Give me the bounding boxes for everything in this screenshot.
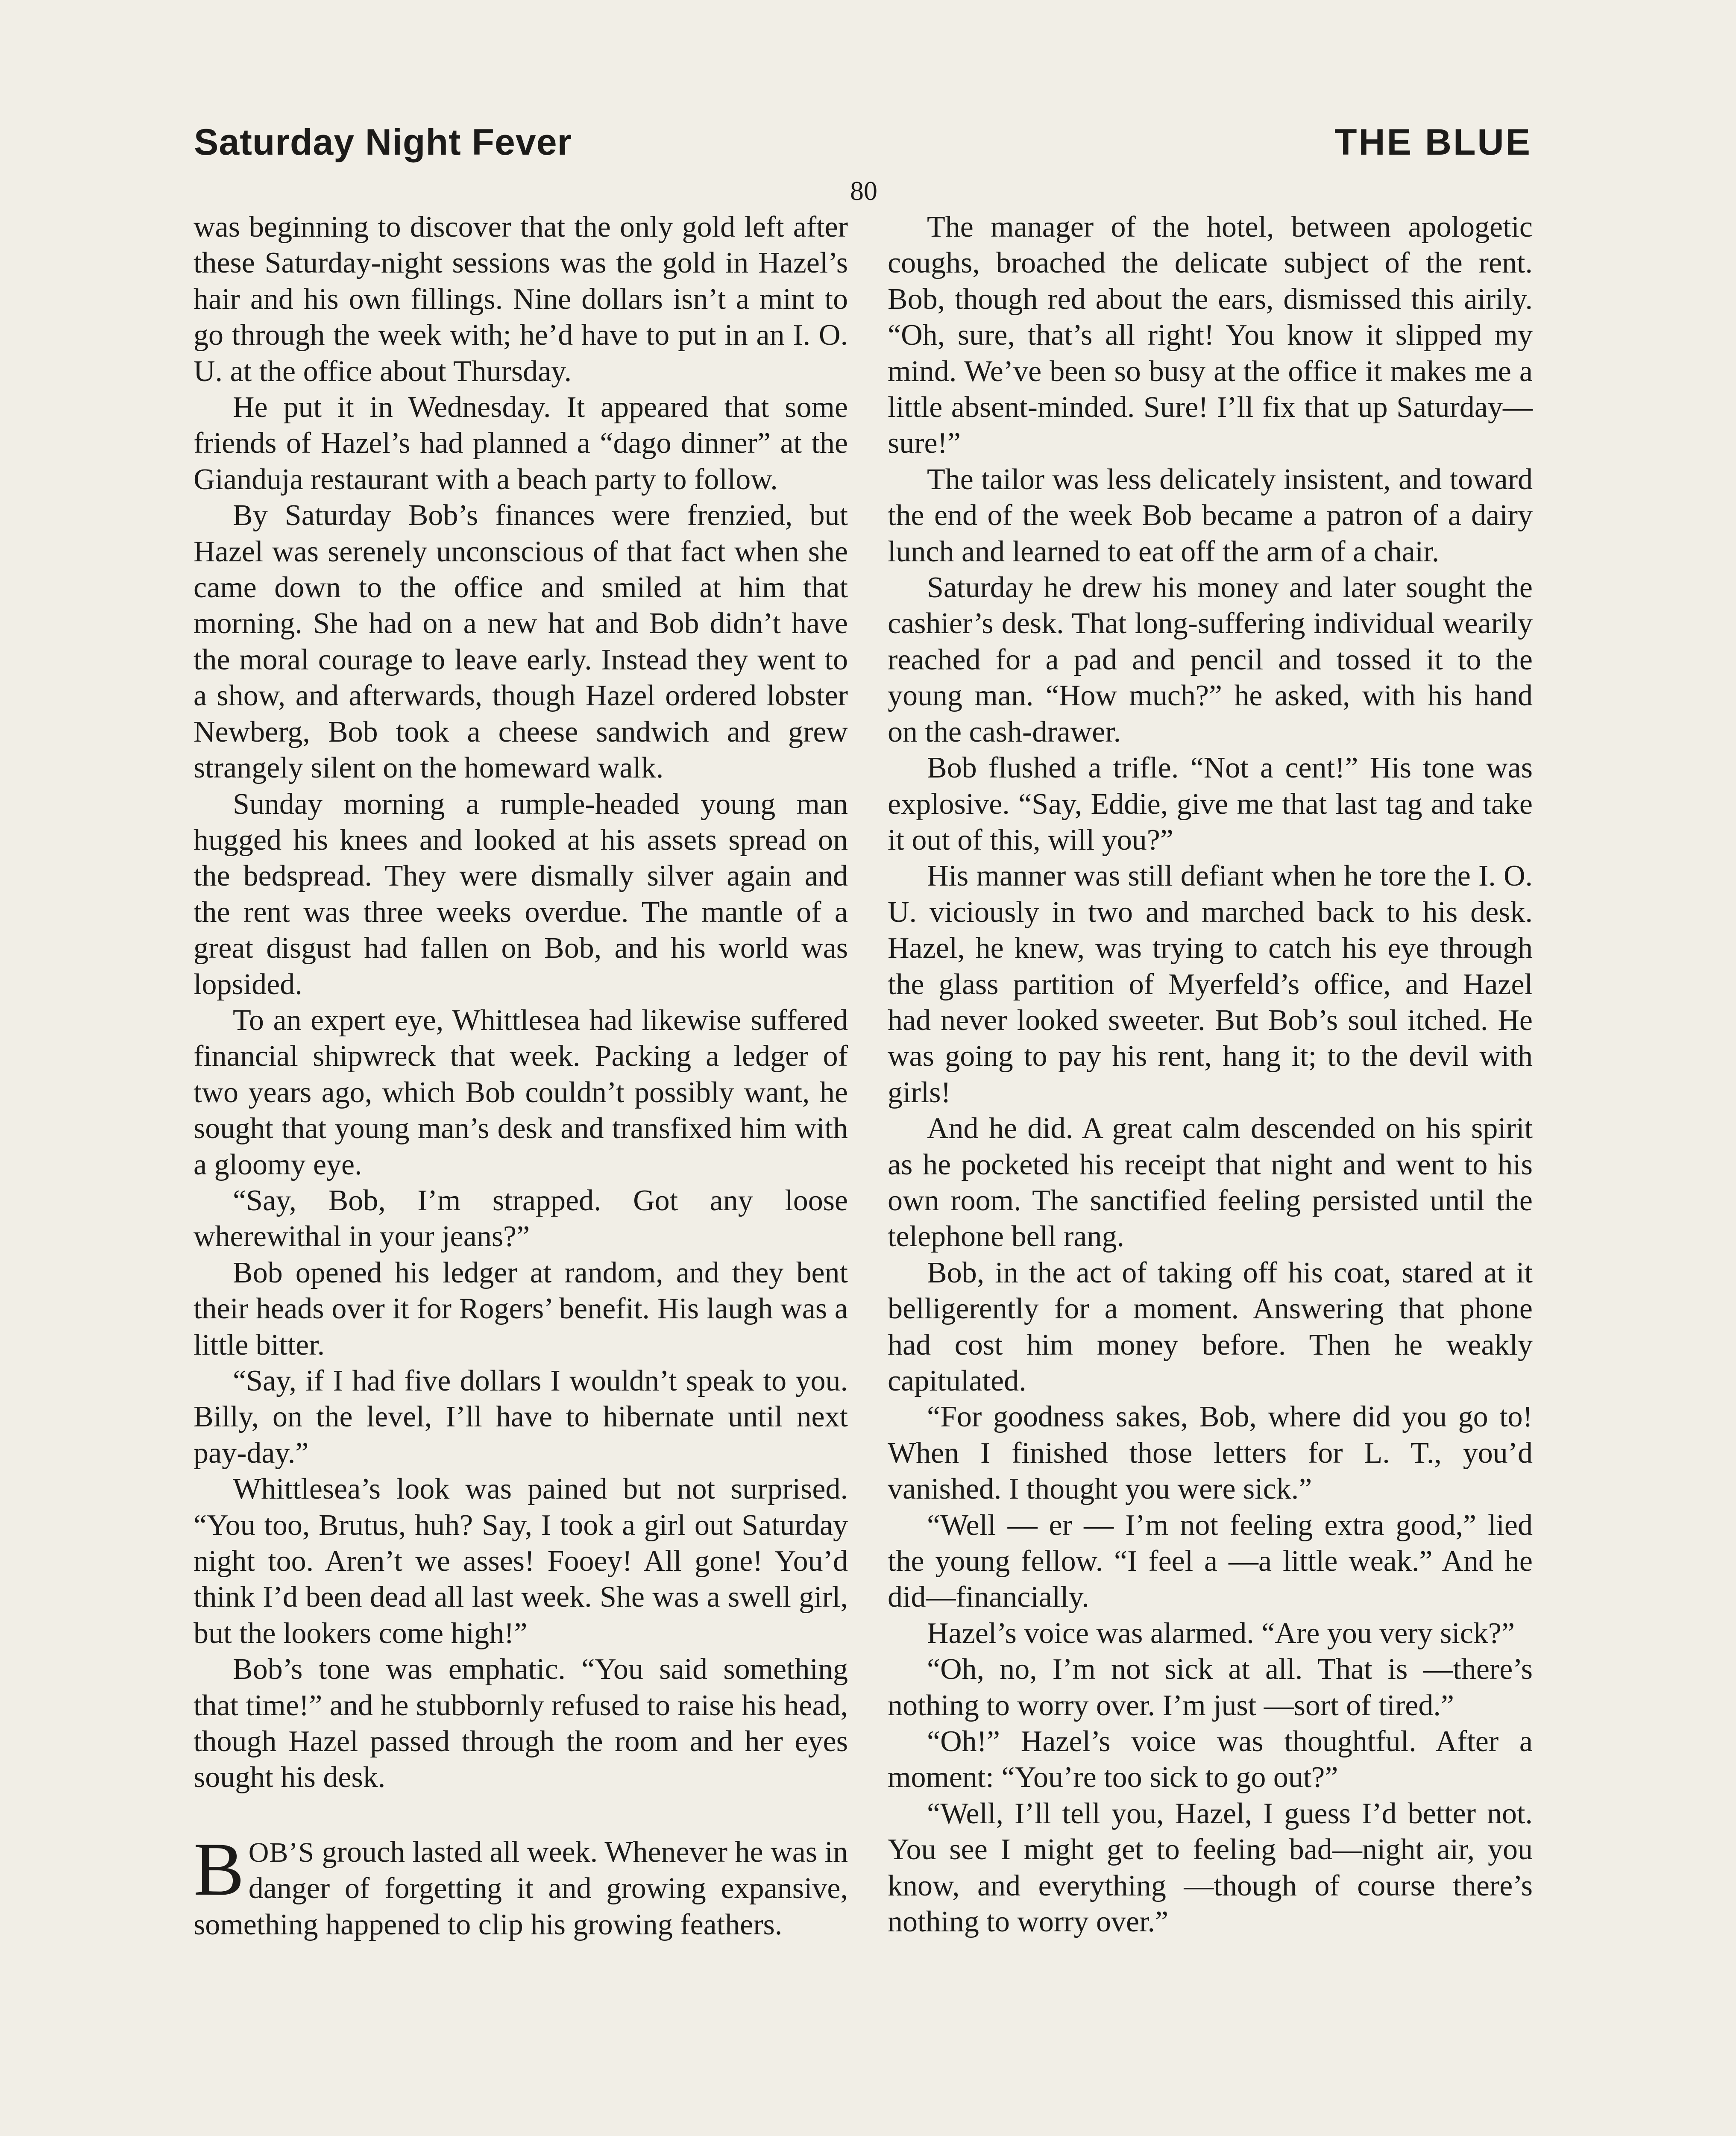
paragraph: “Oh, no, I’m not sick at all. That is —there’s nothing to worry over. I’m just —sort of tired.”	[888, 1653, 1533, 1722]
paragraph: His manner was still defiant when he tore the I. O. U. viciously in two and marched back to his desk. Hazel, he knew, was trying to catch his eye through the glass partition of Myerfeld’s office, and Hazel had never looked sweeter. But Bob’s soul itched. He was going to pay his rent, hang it; to the devil with girls!	[888, 860, 1533, 1109]
paragraph: The manager of the hotel, between apologetic coughs, broached the delicate subject of the rent. Bob, though red about the ears, dismissed this airily. “Oh, sure, that’s all right! You know it slipped my mind. We’ve been so busy at the office it makes me a little absent-minded. Sure! I’ll fix that up Saturday—sure!”	[888, 211, 1533, 460]
right-column	[888, 209, 1533, 1940]
paragraph: “For goodness sakes, Bob, where did you go to! When I finished those letters for L. T., you’d vanished. I thought you were sick.”	[888, 1400, 1533, 1506]
section-break-text: grouch lasted all week. Whenever he was in danger of forgetting it and growing expansive, something happened to clip his growing feathers.	[194, 1835, 848, 1941]
paragraph: The tailor was less delicately insistent, and toward the end of the week Bob became a patron of a dairy lunch and learned to eat off the arm of a chair.	[888, 463, 1533, 568]
story-title: Saturday Night Fever	[194, 122, 572, 163]
paragraph: Sunday morning a rumple-headed young man hugged his knees and looked at his assets spread on the bedspread. They were dismally silver again and the rent was three weeks overdue. The mantle of a great disgust had fallen on Bob, and his world was lopsided.	[194, 787, 848, 1001]
drop-cap: B	[194, 1826, 244, 1911]
section-break-paragraph	[194, 1826, 848, 1943]
paragraph: Bob flushed a trifle. “Not a cent!” His tone was explosive. “Say, Eddie, give me that last tag and take it out of this, will you?”	[888, 751, 1533, 857]
paragraph: Saturday he drew his money and later sought the cashier’s desk. That long-suffering individual wearily reached for a pad and pencil and tossed it to the young man. “How much?” he asked, with his hand on the cash-drawer.	[888, 571, 1533, 748]
paragraph: “Well, I’ll tell you, Hazel, I guess I’d better not. You see I might get to feeling bad—night air, you know, and everything —though of course there’s nothing to worry over.”	[888, 1797, 1533, 1939]
paragraph: Bob, in the act of taking off his coat, stared at it belligerently for a moment. Answering that phone had cost him money before. Then he weakly capitulated.	[888, 1256, 1533, 1397]
paragraph: Bob opened his ledger at random, and they bent their heads over it for Rogers’ benefit. His laugh was a little bitter.	[194, 1256, 848, 1361]
paragraph: “Say, if I had five dollars I wouldn’t speak to you. Billy, on the level, I’ll have to hibernate until next pay-day.”	[194, 1364, 848, 1470]
paragraph: And he did. A great calm descended on his spirit as he pocketed his receipt that night and went to his own room. The sanctified feeling persisted until the telephone bell rang.	[888, 1112, 1533, 1253]
paragraph: To an expert eye, Whittlesea had likewise suffered financial shipwreck that week. Packing a ledger of two years ago, which Bob couldn’t possibly want, he sought that young man’s desk and transfixed him with a gloomy eye.	[194, 1003, 848, 1181]
paragraph: Hazel’s voice was alarmed. “Are you very sick?”	[927, 1617, 1515, 1650]
paragraph: “Oh!” Hazel’s voice was thoughtful. After a moment: “You’re too sick to go out?”	[888, 1725, 1533, 1794]
paragraph: “Say, Bob, I’m strapped. Got any loose wherewithal in your jeans?”	[194, 1184, 848, 1253]
magazine-title: THE BLUE	[1334, 122, 1532, 163]
paragraph: By Saturday Bob’s finances were frenzied, but Hazel was serenely unconscious of that fact when she came down to the office and smiled at him that morning. She had on a new hat and Bob didn’t have the moral courage to leave early. Instead they went to a show, and afterwards, though Hazel ordered lobster Newberg, Bob took a cheese sandwich and grew strangely silent on the homeward walk.	[194, 499, 848, 785]
paragraph: was beginning to discover that the only gold left after these Saturday-night sessions was the gold in Hazel’s hair and his own fillings. Nine dollars isn’t a mint to go through the week with; he’d have to put in an I. O. U. at the office about Thursday.	[194, 211, 848, 388]
paragraph: He put it in Wednesday. It appeared that some friends of Hazel’s had planned a “dago dinner” at the Gianduja restaurant with a beach party to follow.	[194, 391, 848, 496]
lead-caps: OB’S	[248, 1837, 315, 1868]
paragraph: “Well — er — I’m not feeling extra good,” lied the young fellow. “I feel a —a little weak.” And he did—financially.	[888, 1508, 1533, 1614]
paragraph: Bob’s tone was emphatic. “You said something that time!” and he stubbornly refused to raise his head, though Hazel passed through the room and her eyes sought his desk.	[194, 1653, 848, 1794]
left-column	[194, 209, 848, 1943]
page-number: 80	[850, 176, 877, 206]
paragraph: Whittlesea’s look was pained but not surprised. “You too, Brutus, huh? Say, I took a girl out Saturday night too. Aren’t we asses! Fooey! All gone! You’d think I’d been dead all last week. She was a swell girl, but the lookers come high!”	[194, 1473, 848, 1650]
